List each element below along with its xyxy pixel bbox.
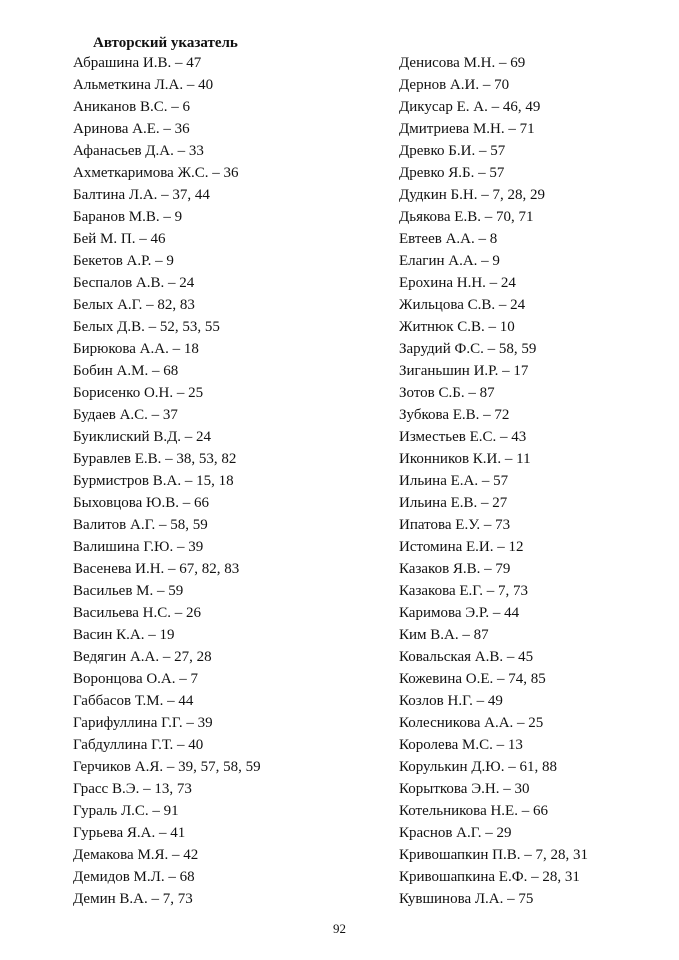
author-entry: Зарудий Ф.С. – 58, 59 bbox=[399, 341, 537, 357]
author-entry: Демакова М.Я. – 42 bbox=[73, 847, 199, 863]
author-entry: Денисова М.Н. – 69 bbox=[399, 55, 526, 71]
author-entry: Елагин А.А. – 9 bbox=[399, 253, 500, 269]
author-entry: Буиклиский В.Д. – 24 bbox=[73, 429, 212, 445]
author-index-left-column bbox=[73, 52, 261, 910]
author-entry: Белых А.Г. – 82, 83 bbox=[73, 297, 195, 313]
author-entry: Дьякова Е.В. – 70, 71 bbox=[399, 209, 534, 225]
author-entry: Ковальская А.В. – 45 bbox=[399, 649, 534, 665]
author-entry: Казакова Е.Г. – 7, 73 bbox=[399, 583, 529, 599]
author-entry: Житнюк С.В. – 10 bbox=[399, 319, 515, 335]
author-entry: Афанасьев Д.А. – 33 bbox=[73, 143, 204, 159]
author-entry: Васин К.А. – 19 bbox=[73, 627, 175, 643]
author-entry: Древко Б.И. – 57 bbox=[399, 143, 506, 159]
author-entry: Ерохина Н.Н. – 24 bbox=[399, 275, 516, 291]
author-entry: Белых Д.В. – 52, 53, 55 bbox=[73, 319, 220, 335]
author-entry: Альметкина Л.А. – 40 bbox=[73, 77, 214, 93]
author-entry: Изместьев Е.С. – 43 bbox=[399, 429, 527, 445]
author-entry: Евтеев А.А. – 8 bbox=[399, 231, 498, 247]
author-entry: Васильев М. – 59 bbox=[73, 583, 184, 599]
author-entry: Дудкин Б.Н. – 7, 28, 29 bbox=[399, 187, 545, 203]
author-entry: Габбасов Т.М. – 44 bbox=[73, 693, 194, 709]
author-entry: Ахметкаримова Ж.С. – 36 bbox=[73, 165, 239, 181]
author-entry: Васильева Н.С. – 26 bbox=[73, 605, 201, 621]
author-entry: Зубкова Е.В. – 72 bbox=[399, 407, 510, 423]
author-entry: Воронцова О.А. – 7 bbox=[73, 671, 199, 687]
author-entry: Иконников К.И. – 11 bbox=[399, 451, 531, 467]
author-entry: Гураль Л.С. – 91 bbox=[73, 803, 179, 819]
author-entry: Кожевина О.Е. – 74, 85 bbox=[399, 671, 546, 687]
author-entry: Валишина Г.Ю. – 39 bbox=[73, 539, 204, 555]
index-title: Авторский указатель bbox=[93, 35, 238, 51]
author-entry: Казаков Я.В. – 79 bbox=[399, 561, 511, 577]
author-entry: Абрашина И.В. – 47 bbox=[73, 55, 202, 71]
author-entry: Козлов Н.Г. – 49 bbox=[399, 693, 503, 709]
author-entry: Ильина Е.А. – 57 bbox=[399, 473, 509, 489]
author-entry: Ведягин А.А. – 27, 28 bbox=[73, 649, 212, 665]
page-number: 92 bbox=[333, 921, 346, 936]
author-entry: Королева М.С. – 13 bbox=[399, 737, 523, 753]
author-entry: Гарифуллина Г.Г. – 39 bbox=[73, 715, 213, 731]
author-entry: Беспалов А.В. – 24 bbox=[73, 275, 195, 291]
author-entry: Колесникова А.А. – 25 bbox=[399, 715, 544, 731]
author-entry: Васенева И.Н. – 67, 82, 83 bbox=[73, 561, 240, 577]
author-entry: Дмитриева М.Н. – 71 bbox=[399, 121, 535, 137]
author-entry: Корулькин Д.Ю. – 61, 88 bbox=[399, 759, 557, 775]
author-entry: Бекетов А.Р. – 9 bbox=[73, 253, 174, 269]
author-entry: Зотов С.Б. – 87 bbox=[399, 385, 495, 401]
author-entry: Демидов М.Л. – 68 bbox=[73, 869, 195, 885]
author-entry: Бей М. П. – 46 bbox=[73, 231, 166, 247]
author-entry: Дикусар Е. А. – 46, 49 bbox=[399, 99, 541, 115]
author-entry: Борисенко О.Н. – 25 bbox=[73, 385, 204, 401]
author-entry: Буравлев Е.В. – 38, 53, 82 bbox=[73, 451, 237, 467]
author-entry: Котельникова Н.Е. – 66 bbox=[399, 803, 548, 819]
author-entry: Валитов А.Г. – 58, 59 bbox=[73, 517, 208, 533]
author-entry: Кривошапкина Е.Ф. – 28, 31 bbox=[399, 869, 580, 885]
author-entry: Ким В.А. – 87 bbox=[399, 627, 489, 643]
author-entry: Балтина Л.А. – 37, 44 bbox=[73, 187, 210, 203]
author-entry: Кувшинова Л.А. – 75 bbox=[399, 891, 534, 907]
author-entry: Габдуллина Г.Т. – 40 bbox=[73, 737, 204, 753]
author-entry: Каримова Э.Р. – 44 bbox=[399, 605, 520, 621]
author-entry: Краснов А.Г. – 29 bbox=[399, 825, 512, 841]
author-entry: Древко Я.Б. – 57 bbox=[399, 165, 505, 181]
author-entry: Ильина Е.В. – 27 bbox=[399, 495, 508, 511]
author-entry: Аринова А.Е. – 36 bbox=[73, 121, 190, 137]
author-entry: Ипатова Е.У. – 73 bbox=[399, 517, 511, 533]
author-entry: Бирюкова А.А. – 18 bbox=[73, 341, 199, 357]
author-entry: Истомина Е.И. – 12 bbox=[399, 539, 524, 555]
author-entry: Бобин А.М. – 68 bbox=[73, 363, 179, 379]
author-entry: Будаев А.С. – 37 bbox=[73, 407, 178, 423]
author-entry: Герчиков А.Я. – 39, 57, 58, 59 bbox=[73, 759, 261, 775]
author-entry: Бурмистров В.А. – 15, 18 bbox=[73, 473, 234, 489]
author-entry: Гурьева Я.А. – 41 bbox=[73, 825, 186, 841]
author-entry: Быховцова Ю.В. – 66 bbox=[73, 495, 209, 511]
author-entry: Кривошапкин П.В. – 7, 28, 31 bbox=[399, 847, 588, 863]
author-entry: Дернов А.И. – 70 bbox=[399, 77, 510, 93]
author-index-right-column bbox=[399, 52, 588, 910]
author-entry: Зиганьшин И.Р. – 17 bbox=[399, 363, 529, 379]
author-entry: Жильцова С.В. – 24 bbox=[399, 297, 526, 313]
author-entry: Баранов М.В. – 9 bbox=[73, 209, 183, 225]
author-entry: Аниканов В.С. – 6 bbox=[73, 99, 190, 115]
author-entry: Корыткова Э.Н. – 30 bbox=[399, 781, 530, 797]
author-entry: Демин В.А. – 7, 73 bbox=[73, 891, 193, 907]
author-entry: Грасс В.Э. – 13, 73 bbox=[73, 781, 192, 797]
